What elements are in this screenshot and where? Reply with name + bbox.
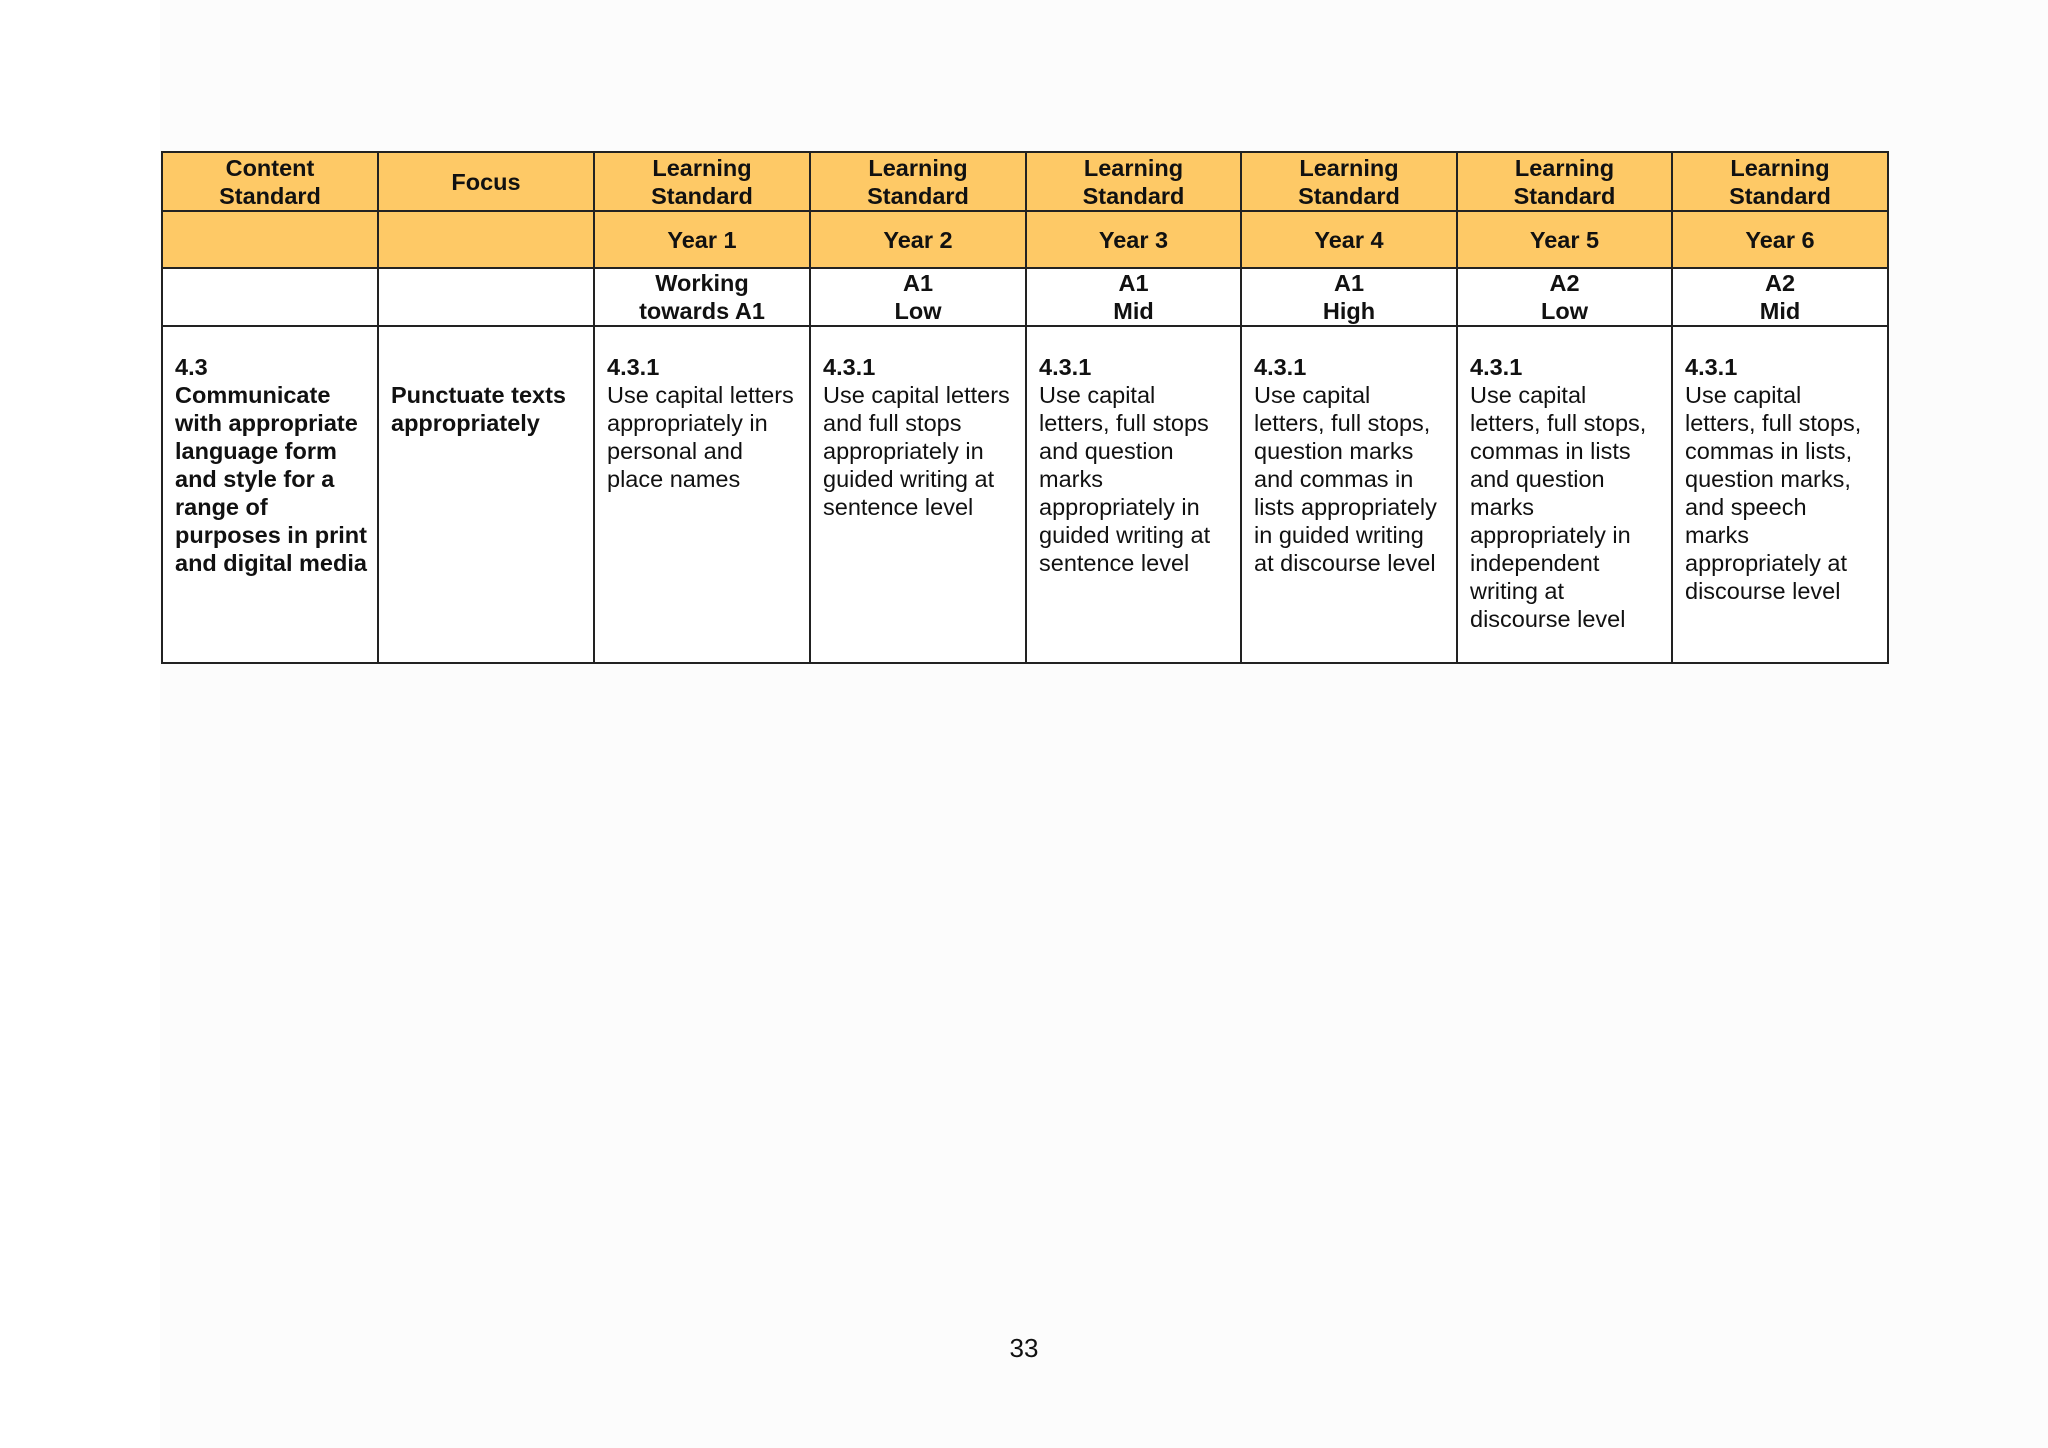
empty-cell <box>162 211 378 268</box>
header-learning-standard: Learning Standard <box>810 152 1026 211</box>
learning-standard-text: Use capital letters appropriately in personal and place names <box>607 382 794 492</box>
learning-standard-code: 4.3.1 <box>823 354 876 380</box>
header-content-standard: Content Standard <box>162 152 378 211</box>
page-number: 33 <box>1009 1333 1039 1363</box>
learning-standard-code: 4.3.1 <box>607 354 660 380</box>
learning-standard-text: Use capital letters, full stops, commas in lists, question marks, and speech marks appropriately at discourse level <box>1685 382 1862 604</box>
learning-standard-text: Use capital letters, full stops, question marks and commas in lists appropriately in guided writing at discourse level <box>1254 382 1437 576</box>
learning-standard-text: Use capital letters, full stops and question marks appropriately in guided writing at sentence level <box>1039 382 1211 576</box>
content-standard-code: 4.3 <box>175 354 208 380</box>
header-learning-standard: Learning Standard <box>1672 152 1888 211</box>
year-row <box>162 211 1888 268</box>
level-cell: A2 Low <box>1457 268 1672 326</box>
level-cell: A1 Low <box>810 268 1026 326</box>
learning-standard-code: 4.3.1 <box>1470 354 1523 380</box>
header-learning-standard: Learning Standard <box>1026 152 1241 211</box>
learning-standards-table <box>161 151 1889 664</box>
learning-standard-cell <box>1457 326 1672 663</box>
learning-standard-text: Use capital letters, full stops, commas in lists and question marks appropriately in independent writing at discourse level <box>1470 382 1647 632</box>
header-row <box>162 152 1888 211</box>
learning-standard-cell <box>594 326 810 663</box>
learning-standard-cell <box>1026 326 1241 663</box>
content-standard-cell <box>162 326 378 663</box>
learning-standard-cell <box>1672 326 1888 663</box>
standards-row <box>162 326 1888 663</box>
learning-standard-cell <box>810 326 1026 663</box>
header-learning-standard: Learning Standard <box>1457 152 1672 211</box>
year-cell: Year 3 <box>1026 211 1241 268</box>
year-cell: Year 6 <box>1672 211 1888 268</box>
learning-standard-cell <box>1241 326 1457 663</box>
level-cell: A1 Mid <box>1026 268 1241 326</box>
year-cell: Year 5 <box>1457 211 1672 268</box>
year-cell: Year 1 <box>594 211 810 268</box>
content-standard-text: Communicate with appropriate language form and style for a range of purposes in print and digital media <box>175 382 367 576</box>
empty-cell <box>378 211 594 268</box>
level-row <box>162 268 1888 326</box>
header-learning-standard: Learning Standard <box>1241 152 1457 211</box>
year-cell: Year 4 <box>1241 211 1457 268</box>
learning-standard-code: 4.3.1 <box>1254 354 1307 380</box>
empty-cell <box>378 268 594 326</box>
empty-cell <box>162 268 378 326</box>
level-cell: A1 High <box>1241 268 1457 326</box>
level-cell: Working towards A1 <box>594 268 810 326</box>
header-focus: Focus <box>378 152 594 211</box>
level-cell: A2 Mid <box>1672 268 1888 326</box>
learning-standard-code: 4.3.1 <box>1685 354 1738 380</box>
header-learning-standard: Learning Standard <box>594 152 810 211</box>
learning-standard-code: 4.3.1 <box>1039 354 1092 380</box>
focus-cell: Punctuate texts appropriately <box>378 326 594 663</box>
year-cell: Year 2 <box>810 211 1026 268</box>
learning-standard-text: Use capital letters and full stops appropriately in guided writing at sentence level <box>823 382 1010 520</box>
